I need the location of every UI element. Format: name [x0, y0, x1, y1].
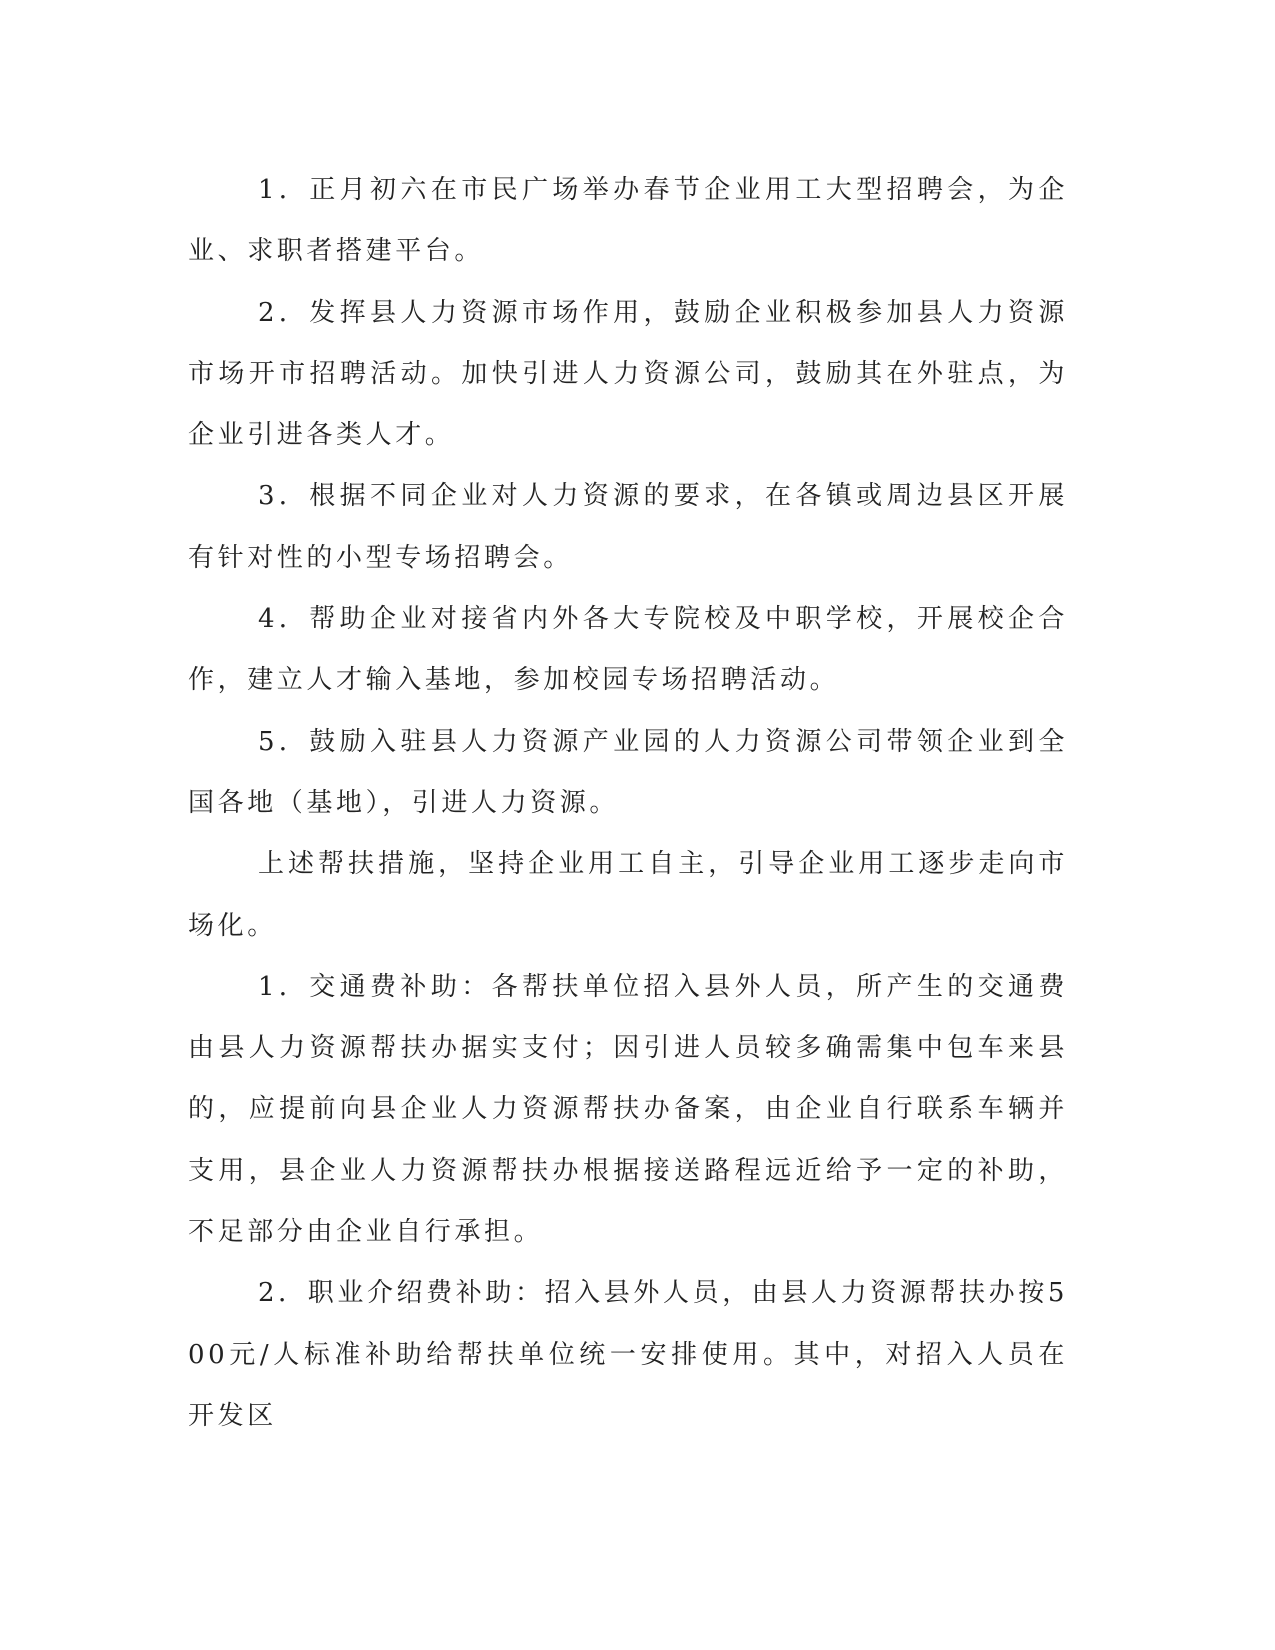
paragraph-hr-market: 2．发挥县人力资源市场作用，鼓励企业积极参加县人力资源市场开市招聘活动。加快引进人力资源公司，鼓励其在外驻点，为企业引进各类人才。	[188, 297, 1068, 451]
paragraph-hr-companies: 5．鼓励入驻县人力资源产业园的人力资源公司带领企业到全国各地（基地），引进人力资源。	[188, 726, 1068, 818]
paragraph-special-fairs: 3．根据不同企业对人力资源的要求，在各镇或周边县区开展有针对性的小型专场招聘会。	[188, 481, 1068, 573]
paragraph-summary: 上述帮扶措施，坚持企业用工自主，引导企业用工逐步走向市场化。	[188, 849, 1068, 941]
document-body	[188, 160, 1068, 1447]
paragraph-transport-subsidy: 1．交通费补助：各帮扶单位招入县外人员，所产生的交通费由县人力资源帮扶办据实支付；因引进人员较多确需集中包车来县的，应提前向县企业人力资源帮扶办备案，由企业自行联系车辆并支用，县企业人力资源帮扶办根据接送路程远近给予一定的补助，不足部分由企业自行承担。	[188, 971, 1068, 1248]
paragraph-referral-subsidy: 2．职业介绍费补助：招入县外人员，由县人力资源帮扶办按500元/人标准补助给帮扶单位统一安排使用。其中，对招入人员在开发区	[188, 1278, 1068, 1431]
paragraph-job-fair: 1．正月初六在市民广场举办春节企业用工大型招聘会，为企业、求职者搭建平台。	[188, 175, 1068, 267]
paragraph-school-cooperation: 4．帮助企业对接省内外各大专院校及中职学校，开展校企合作，建立人才输入基地，参加校园专场招聘活动。	[188, 604, 1068, 696]
